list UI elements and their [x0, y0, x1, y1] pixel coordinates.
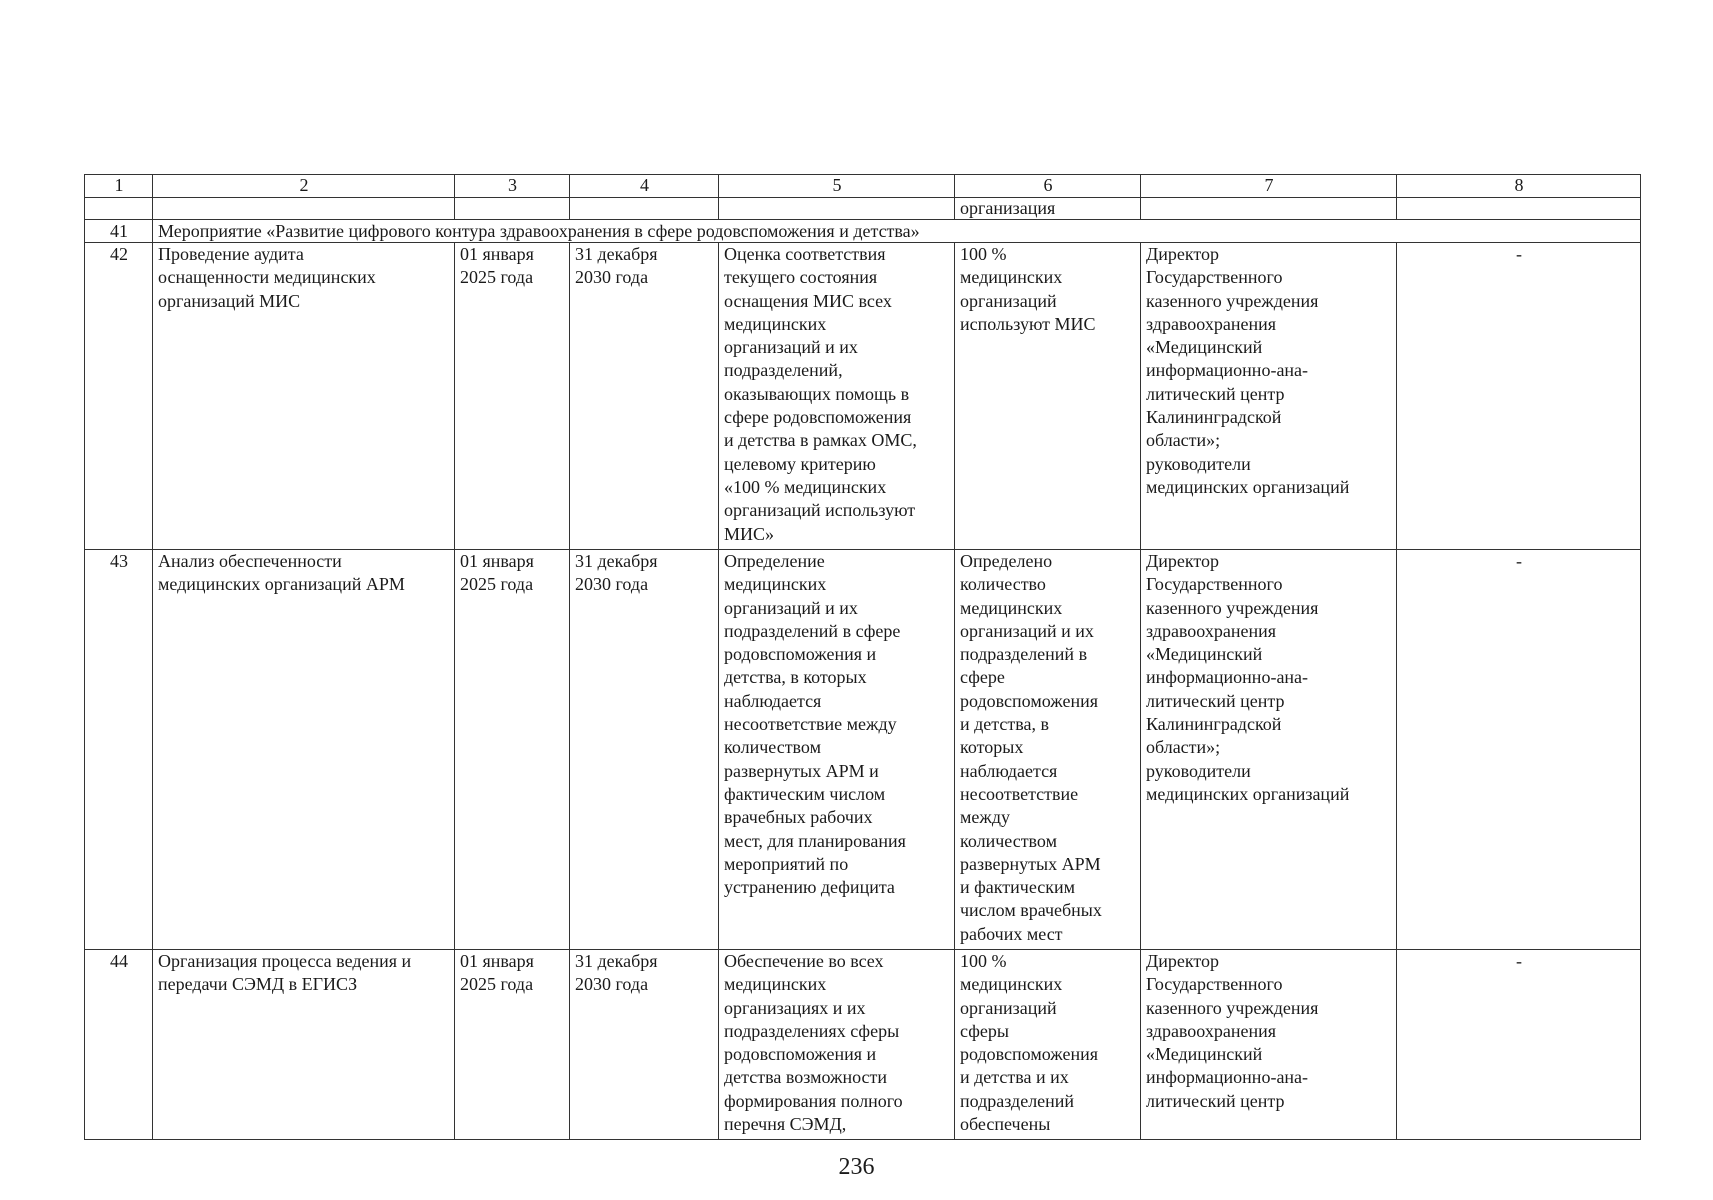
activities-table	[84, 174, 1641, 1140]
activity-result: Определено количество медицинских организаций и их подразделений в сфере родовспоможения и детства, в которых наблюдается несоответствие между количеством развернутых АРМ и фактическим числом врачебных рабочих мест	[955, 550, 1141, 950]
activity-name: Организация процесса ведения и передачи СЭМД в ЕГИСЗ	[153, 950, 455, 1140]
section-number: 41	[85, 220, 153, 243]
end-date: 31 декабря 2030 года	[570, 950, 719, 1140]
continuation-cell-5	[719, 198, 955, 220]
activity-description: Определение медицинских организаций и их подразделений в сфере родовспоможения и детства, в которых наблюдается несоответствие между количеством развернутых АРМ и фактическим числом врачебных рабочих мест, для планирования мероприятий по устранению дефицита	[719, 550, 955, 950]
column-number-2: 2	[153, 175, 455, 198]
continuation-cell-2	[153, 198, 455, 220]
column-8-value: -	[1397, 550, 1641, 950]
start-date: 01 января 2025 года	[455, 550, 570, 950]
continuation-cell-8	[1397, 198, 1641, 220]
continuation-cell-1	[85, 198, 153, 220]
end-date: 31 декабря 2030 года	[570, 550, 719, 950]
end-date: 31 декабря 2030 года	[570, 243, 719, 550]
activity-name: Анализ обеспеченности медицинских организаций АРМ	[153, 550, 455, 950]
page-number: 236	[838, 1154, 875, 1180]
column-number-7: 7	[1141, 175, 1397, 198]
table-row	[85, 243, 1641, 550]
continuation-cell-6: организация	[955, 198, 1141, 220]
column-number-6: 6	[955, 175, 1141, 198]
column-number-1: 1	[85, 175, 153, 198]
table-row	[85, 550, 1641, 950]
activity-result: 100 % медицинских организаций используют МИС	[955, 243, 1141, 550]
activity-result: 100 % медицинских организаций сферы родовспоможения и детства и их подразделений обеспечены	[955, 950, 1141, 1140]
section-title: Мероприятие «Развитие цифрового контура здравоохранения в сфере родовспоможения и детства»	[153, 220, 1641, 243]
column-8-value: -	[1397, 950, 1641, 1140]
column-number-row	[85, 175, 1641, 198]
responsible-party: Директор Государственного казенного учреждения здравоохранения «Медицинский информационно-ана- литический центр	[1141, 950, 1397, 1140]
responsible-party: Директор Государственного казенного учреждения здравоохранения «Медицинский информационно-ана- литический центр Калининградской области»; руководители медицинских организаций	[1141, 550, 1397, 950]
continuation-cell-3	[455, 198, 570, 220]
column-number-8: 8	[1397, 175, 1641, 198]
start-date: 01 января 2025 года	[455, 243, 570, 550]
table-row	[85, 950, 1641, 1140]
start-date: 01 января 2025 года	[455, 950, 570, 1140]
activity-description: Обеспечение во всех медицинских организациях и их подразделениях сферы родовспоможения и детства возможности формирования полного перечня СЭМД,	[719, 950, 955, 1140]
row-number: 44	[85, 950, 153, 1140]
column-number-5: 5	[719, 175, 955, 198]
continuation-cell-7	[1141, 198, 1397, 220]
section-row	[85, 220, 1641, 243]
responsible-party: Директор Государственного казенного учреждения здравоохранения «Медицинский информационно-ана- литический центр Калининградской области»; руководители медицинских организаций	[1141, 243, 1397, 550]
row-number: 42	[85, 243, 153, 550]
row-number: 43	[85, 550, 153, 950]
continuation-cell-4	[570, 198, 719, 220]
activity-name: Проведение аудита оснащенности медицинских организаций МИС	[153, 243, 455, 550]
activity-description: Оценка соответствия текущего состояния оснащения МИС всех медицинских организаций и их подразделений, оказывающих помощь в сфере родовспоможения и детства в рамках ОМС, целевому критерию «100 % медицинских организаций используют МИС»	[719, 243, 955, 550]
column-8-value: -	[1397, 243, 1641, 550]
column-number-4: 4	[570, 175, 719, 198]
column-number-3: 3	[455, 175, 570, 198]
continuation-row	[85, 198, 1641, 220]
